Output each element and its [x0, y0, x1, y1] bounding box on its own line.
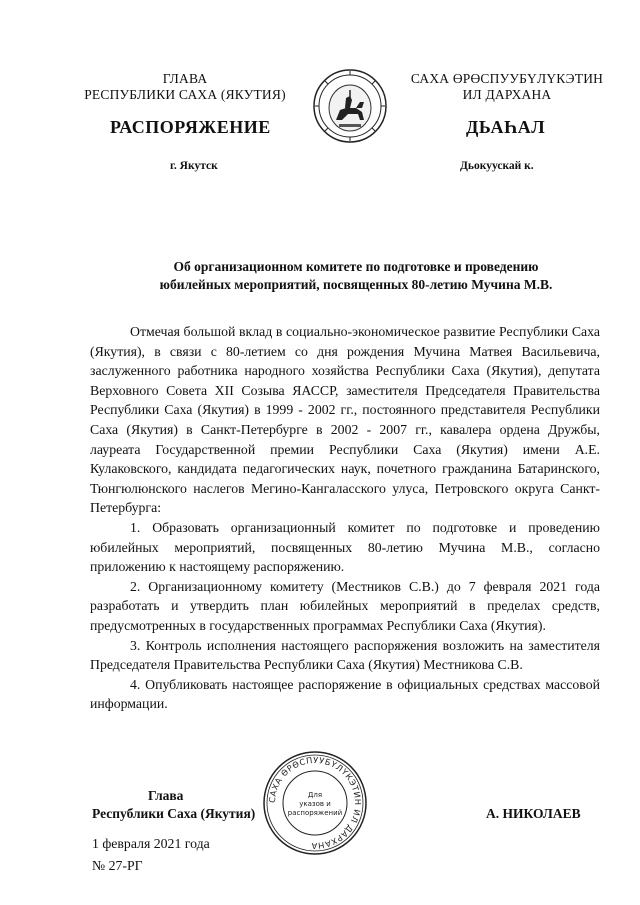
- doc-type-sah: ДЬАҺАЛ: [466, 117, 546, 137]
- title-line2: юбилейных мероприятий, посвященных 80-летию Мучина М.В.: [159, 277, 553, 292]
- header-right-line2: ИЛ ДАРХАНА: [462, 87, 552, 102]
- signature-name: А. НИКОЛАЕВ: [486, 806, 581, 821]
- city-ru: г. Якутск: [170, 160, 218, 172]
- document-title: [100, 258, 612, 294]
- city-sah: Дьокуускай к.: [460, 160, 534, 172]
- signature-role-line1: Глава: [148, 788, 184, 803]
- body-item-4: 4. Опубликовать настоящее распоряжение в официальных средствах массовой информации.: [90, 676, 600, 712]
- header-right-line1: САХА ӨРӨСПУУБҮЛҮКЭТИН: [410, 71, 604, 86]
- body-item-2: 2. Организационному комитету (Местников С.В.) до 7 февраля 2021 года разработать и утвердить план юбилейных мероприятий в пределах средств, предусмотренных в государственных программах Республики Саха (Якутия).: [90, 578, 600, 633]
- official-stamp: [262, 750, 368, 856]
- title-line1: Об организационном комитете по подготовке и проведению: [173, 259, 539, 274]
- header-left-line2: РЕСПУБЛИКИ САХА (ЯКУТИЯ): [84, 87, 286, 102]
- document-number: № 27-РГ: [92, 858, 143, 873]
- coat-of-arms-icon: [312, 68, 388, 144]
- stamp-center-line3: распоряжений: [287, 809, 343, 817]
- document-date: 1 февраля 2021 года: [92, 836, 210, 851]
- body-intro: Отмечая большой вклад в социально-экономическое развитие Республики Саха (Якутия), в связи с 80-летием со дня рождения Мучина Матвея Васильевича, заслуженного работника народного хозяйства Республики Саха (Якутия), депутата Верховного Совета XII Созыва ЯАССР, заместителя Председателя Правительства Республики Саха (Якутия) в 1999 - 2002 гг., постоянного представителя Республики Саха (Якутия) в Санкт-Петербурге в 2002 - 2007 гг., кавалера ордена Дружбы, лауреата Государственной премии Республики Саха (Якутия) имени А.Е. Кулаковского, кандидата педагогических наук, почетного гражданина Батаринского, Тюнгюлюнского наслегов Мегино-Кангаласского улуса, Петровского округа Санкт-Петербурга:: [90, 324, 600, 516]
- stamp-center-line2: указов и: [299, 800, 331, 808]
- stamp-center-line1: Для: [307, 791, 323, 799]
- document-body: [90, 322, 600, 714]
- stamp-ring-text: САХА ӨРӨСПУУБҮЛҮКЭТИН ИЛ ДАРХАНА: [266, 754, 364, 852]
- body-item-3: 3. Контроль исполнения настоящего распоряжения возложить на заместителя Председателя Правительства Республики Саха (Якутия) Местникова С.В.: [90, 637, 600, 673]
- header-left-line1: ГЛАВА: [162, 71, 208, 86]
- signature-role-line2: Республики Саха (Якутия): [92, 806, 256, 821]
- body-item-1: 1. Образовать организационный комитет по подготовке и проведению юбилейных мероприятий, посвященных 80-летию Мучина М.В., согласно приложению к настоящему распоряжению.: [90, 519, 600, 575]
- doc-type-ru: РАСПОРЯЖЕНИЕ: [110, 117, 271, 137]
